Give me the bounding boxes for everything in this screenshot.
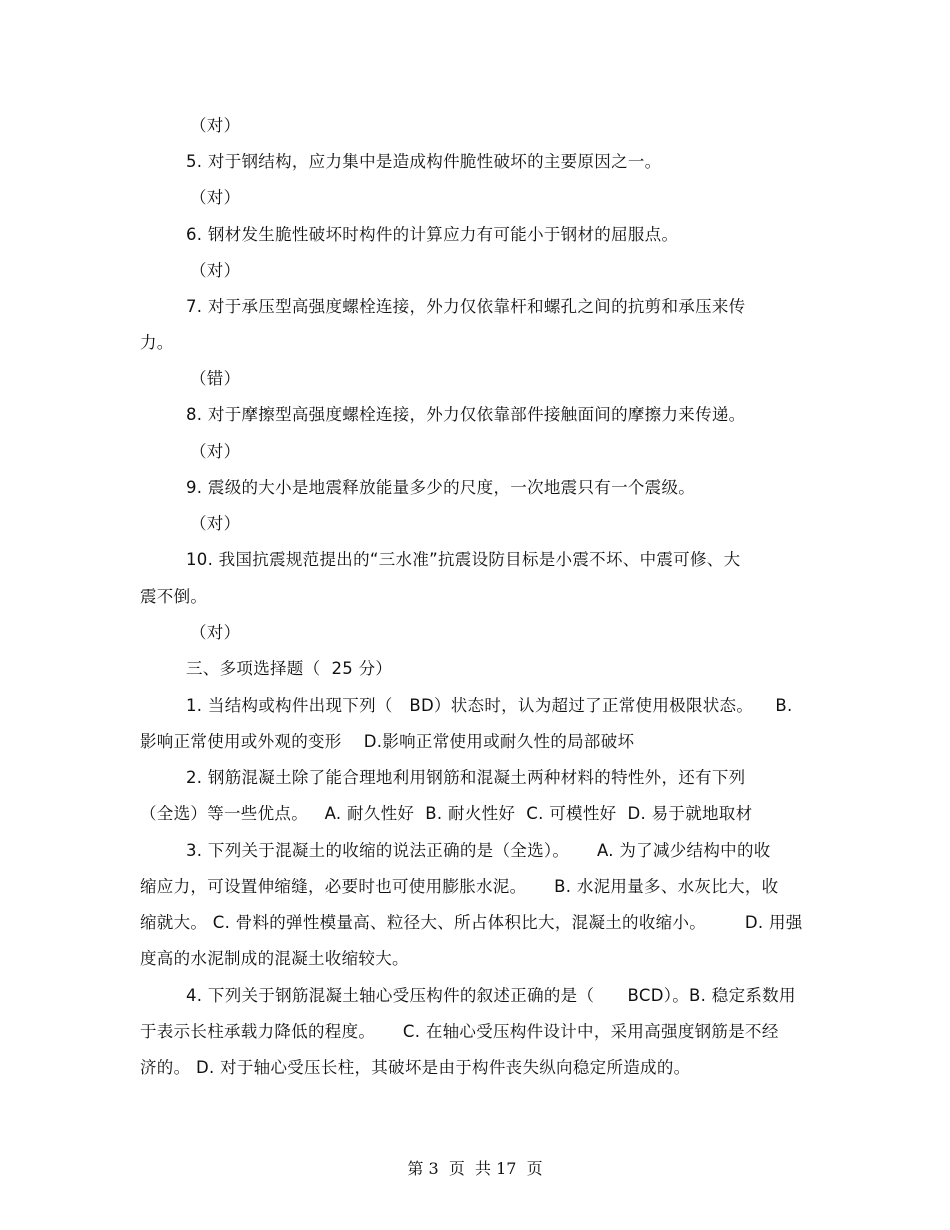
page-footer: 第 3 页 共 17 页 — [407, 1159, 543, 1178]
answer-line: （对） — [190, 116, 241, 135]
question-line-cont: 度高的水泥制成的混凝土收缩较大。 — [140, 949, 409, 968]
question-line-cont: 缩就大。 C. 骨料的弹性模量高、粒径大、所占体积比大，混凝土的收缩小。 D. 用强 — [140, 913, 803, 932]
question-line: 3. 下列关于混凝土的收缩的说法正确的是（全选）。 A. 为了减少结构中的收 — [186, 841, 771, 860]
question-line-cont: （全选）等一些优点。 A. 耐久性好 B. 耐火性好 C. 可模性好 D. 易于就地取材 — [140, 804, 753, 823]
section-heading: 三、多项选择题（ 25 分） — [186, 659, 393, 678]
question-line-cont: 济的。 D. 对于轴心受压长柱，其破坏是由于构件丧失纵向稳定所造成的。 — [140, 1058, 691, 1077]
question-line-cont: 缩应力，可设置伸缩缝，必要时也可使用膨胀水泥。 B. 水泥用量多、水灰比大，收 — [140, 877, 779, 896]
answer-line: （对） — [190, 188, 241, 207]
question-line: 8. 对于摩擦型高强度螺栓连接，外力仅依靠部件接触面间的摩擦力来传递。 — [186, 405, 746, 424]
question-line: 6. 钢材发生脆性破坏时构件的计算应力有可能小于钢材的屈服点。 — [186, 225, 679, 244]
question-line: 1. 当结构或构件出现下列（ BD）状态时，认为超过了正常使用极限状态。 B. — [186, 696, 793, 715]
question-line: 2. 钢筋混凝土除了能合理地利用钢筋和混凝土两种材料的特性外，还有下列 — [186, 768, 746, 787]
question-line: 5. 对于钢结构，应力集中是造成构件脆性破坏的主要原因之一。 — [186, 152, 662, 171]
question-line: 7. 对于承压型高强度螺栓连接，外力仅依靠杆和螺孔之间的抗剪和承压来传 — [186, 297, 746, 316]
answer-line: （对） — [190, 442, 241, 461]
question-line: 10. 我国抗震规范提出的“三水准”抗震设防目标是小震不坏、中震可修、大 — [186, 550, 741, 569]
answer-line: （对） — [190, 514, 241, 533]
question-line-cont: 影响正常使用或外观的变形 D.影响正常使用或耐久性的局部破坏 — [140, 732, 635, 751]
question-line: 4. 下列关于钢筋混凝土轴心受压构件的叙述正确的是（ BCD）。B. 稳定系数用 — [186, 986, 796, 1005]
answer-line: （错） — [190, 369, 241, 388]
question-line-cont: 力。 — [140, 333, 174, 352]
answer-line: （对） — [190, 623, 241, 642]
question-line: 9. 震级的大小是地震释放能量多少的尺度，一次地震只有一个震级。 — [186, 478, 696, 497]
question-line-cont: 于表示长柱承载力降低的程度。 C. 在轴心受压构件设计中，采用高强度钢筋是不经 — [140, 1022, 779, 1041]
answer-line: （对） — [190, 261, 241, 280]
question-line-cont: 震不倒。 — [140, 587, 208, 606]
